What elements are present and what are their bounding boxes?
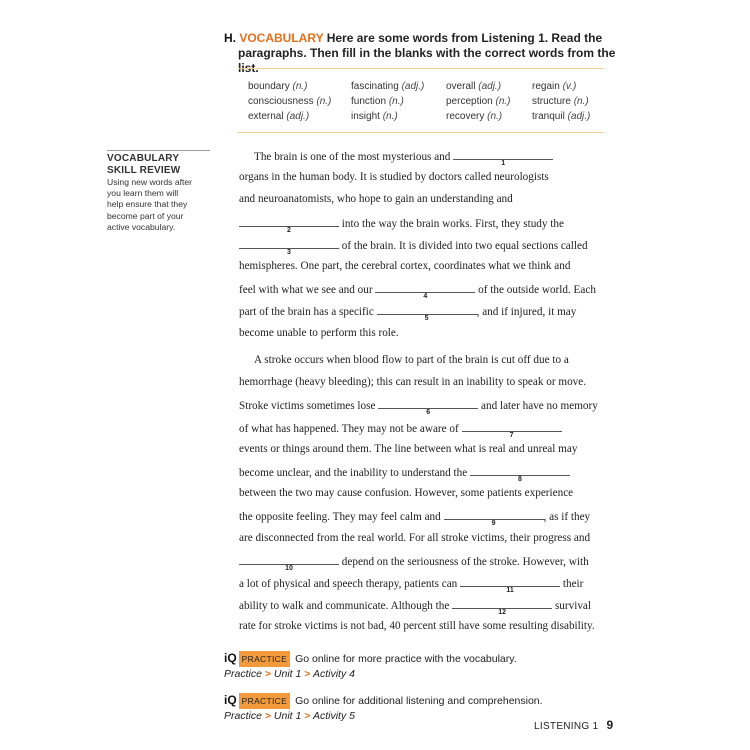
practice-text: Go online for additional listening and comprehension. [295, 695, 543, 707]
iq-practice-2[interactable] [224, 693, 543, 723]
footer-section: LISTENING 1 [534, 721, 599, 732]
word-list-column [248, 79, 331, 124]
sidebar-title-line-1: VOCABULARY [107, 153, 180, 164]
word-item: structure (n.) [532, 96, 589, 107]
blank-12[interactable]: 12 [452, 597, 552, 609]
blank-3[interactable]: 3 [239, 237, 339, 249]
blank-6[interactable]: 6 [378, 397, 478, 409]
instruction-line-2: paragraphs. Then fill in the blanks with the correct words from the list. [238, 46, 616, 75]
blank-10[interactable]: 10 [239, 553, 339, 565]
paragraph-2: A stroke occurs when blood flow to part of the brain is cut off due to a hemorrhage (heavy bleeding); this can result in an inability to speak or move. Stroke victims sometimes lose 6 and later have no memory of what has happened. They may not be aware of 7 events or things around them. The line between what is real and unreal may become unclear, and the inability to understand the 8 between the two may cause confusion. However, some patients experience the opposite feeling. They may feel calm and 9 , as if they are disconnected from the real world. For all stroke victims, their progress and 10 depend on the seriousness of the stroke. However, with a lot of physical and speech therapy, patients can 11 their ability to walk and communicate. Although the 12 survival rate for stroke victims is not bad, 40 percent still have some resulting disability. [239, 354, 598, 633]
page-footer [534, 718, 613, 732]
sidebar-title-line-2: SKILL REVIEW [107, 165, 181, 176]
word-item: regain (v.) [532, 81, 577, 92]
page-number: 9 [606, 718, 614, 732]
blank-5[interactable]: 5 [377, 303, 477, 315]
iq-practice-1[interactable] [224, 651, 517, 681]
word-list-box [238, 68, 604, 133]
practice-badge: PRACTICE [239, 693, 290, 709]
exercise-letter: H. [224, 31, 236, 45]
practice-badge: PRACTICE [239, 651, 290, 667]
blank-11[interactable]: 11 [460, 575, 560, 587]
practice-text: Go online for more practice with the vocabulary. [295, 653, 517, 665]
instruction-line-1: Here are some words from Listening 1. Read the [326, 31, 603, 45]
word-item: tranquil (adj.) [532, 111, 591, 122]
word-list-column [351, 79, 424, 124]
practice-path[interactable]: Practice > Unit 1 > Activity 4 [224, 668, 355, 680]
sidebar-text-line: you learn them will [107, 188, 179, 199]
vocabulary-skill-review [107, 150, 210, 233]
word-item: fascinating (adj.) [351, 81, 425, 92]
iq-logo-icon: iQ [224, 651, 237, 665]
chevron-right-icon: > [264, 710, 271, 722]
word-list-column [532, 79, 590, 124]
iq-logo-icon: iQ [224, 693, 237, 707]
exercise-title: VOCABULARY [239, 31, 324, 45]
blank-7[interactable]: 7 [462, 420, 562, 432]
word-item: perception (n.) [446, 96, 511, 107]
blank-8[interactable]: 8 [470, 464, 570, 476]
blank-1[interactable]: 1 [453, 148, 553, 160]
blank-2[interactable]: 2 [239, 215, 339, 227]
word-item: function (n.) [351, 96, 404, 107]
word-item: overall (adj.) [446, 81, 502, 92]
word-item: consciousness (n.) [248, 96, 332, 107]
practice-path[interactable]: Practice > Unit 1 > Activity 5 [224, 710, 355, 722]
chevron-right-icon: > [304, 668, 311, 680]
sidebar-text-line: become part of your [107, 210, 184, 221]
chevron-right-icon: > [304, 710, 311, 722]
blank-9[interactable]: 9 [444, 508, 544, 520]
sidebar-text-line: help ensure that they [107, 199, 188, 210]
chevron-right-icon: > [264, 668, 271, 680]
paragraph-1: The brain is one of the most mysterious and 1 organs in the human body. It is studied by doctors called neurologists and neuroanatomists, who hope to gain an understanding and 2 into the way the brain works. First, they study the 3 of the brain. It is divided into two equal sections called hemispheres. One part, the cerebral cortex, coordinates what we think and feel with what we see and our 4 of the outside world. Each part of the brain has a specific 5 , and if injured, it may become unable to perform this role. [239, 148, 609, 348]
word-list-column [446, 79, 510, 124]
word-item: external (adj.) [248, 111, 310, 122]
sidebar-text-line: active vocabulary. [107, 221, 176, 232]
word-item: recovery (n.) [446, 111, 503, 122]
word-item: boundary (n.) [248, 81, 308, 92]
blank-4[interactable]: 4 [375, 281, 475, 293]
sidebar-text-line: Using new words after [107, 177, 193, 187]
word-item: insight (n.) [351, 111, 398, 122]
